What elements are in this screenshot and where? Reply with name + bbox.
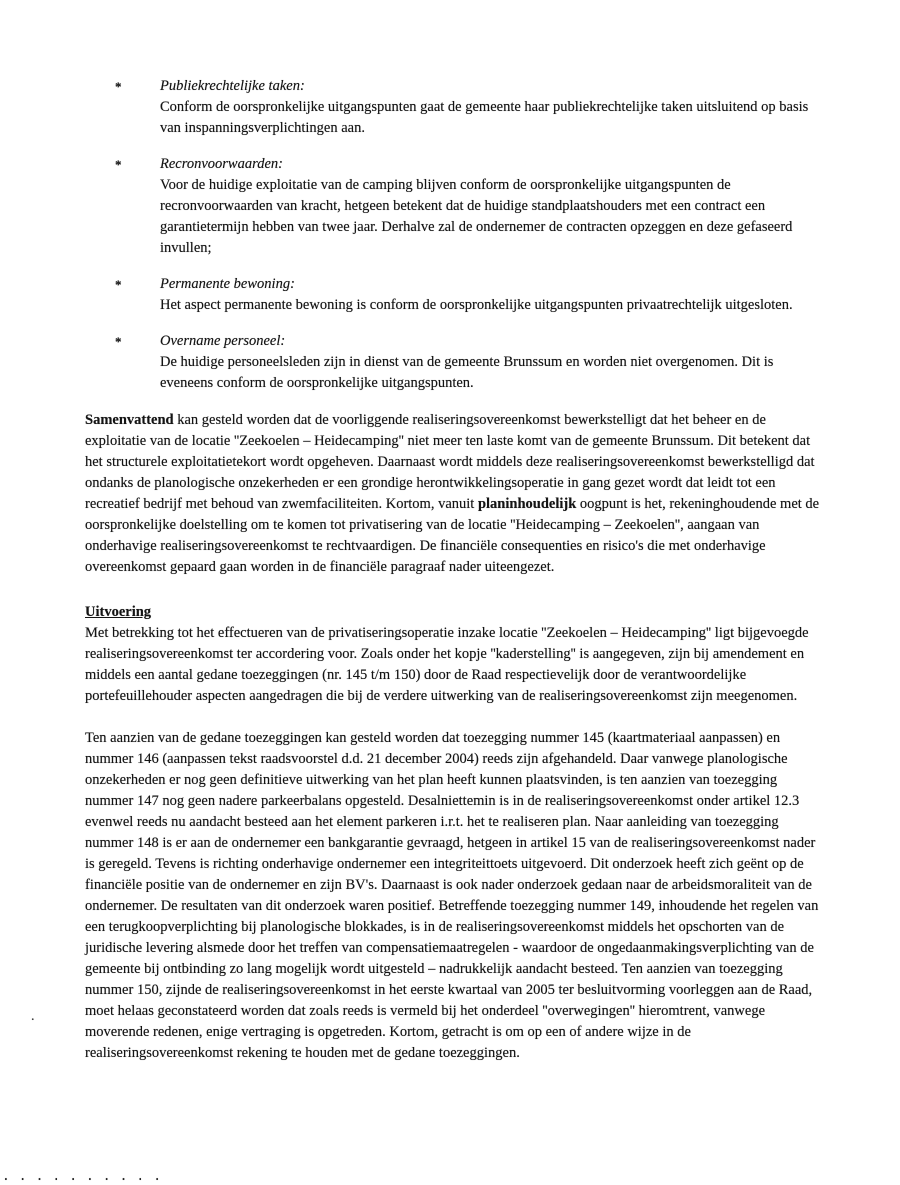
section-heading-uitvoering: Uitvoering — [85, 604, 152, 620]
asterisk-bullet-icon: * — [115, 157, 122, 172]
summary-lead-bold: Samenvattend — [85, 412, 174, 428]
execution-paragraph-1: Met betrekking tot het effectueren van de privatiseringsoperatie inzake locatie ''Zeekoelen – Heidecamping'' ligt bijgevoegde realiseringsovereenkomst ter accordering voor. Zoals onder het kopje ''kaderstelling'' is aangegeven, zijn bij amendement en middels een aantal gedane toezeggingen (nr. 145 t/m 150) door de Raad respectievelijk door de verantwoordelijke portefeuillehouder aspecten aangedragen die bij de verdere uitwerking van de realiseringsovereenkomst zijn meegenomen. — [85, 625, 809, 704]
summary-paragraph — [85, 410, 826, 578]
bullet-body: Voor de huidige exploitatie van de camping blijven conform de oorspronkelijke uitgangspunten de recronvoorwaarden van kracht, hetgeen betekent dat de huidige standplaatshouders met een contract een garantietermijn hebben van twee jaar. Derhalve zal de ondernemer de contracten opzeggen en deze gefaseerd invullen; — [160, 177, 793, 256]
bullet-title: Publiekrechtelijke taken: — [160, 78, 305, 94]
bullet-title: Overname personeel: — [160, 333, 286, 349]
bullet-title: Recronvoorwaarden: — [160, 156, 283, 172]
asterisk-bullet-icon: * — [115, 79, 122, 94]
bullet-item-publiekrechtelijke-taken — [85, 76, 826, 139]
scan-speck-artifact: . — [31, 1009, 35, 1024]
bullet-body: Het aspect permanente bewoning is conform de oorspronkelijke uitgangspunten privaatrechtelijk uitgesloten. — [160, 297, 793, 313]
bullet-title: Permanente bewoning: — [160, 276, 295, 292]
scan-dotted-line-artifact: .......... — [2, 1169, 171, 1184]
asterisk-bullet-icon: * — [115, 277, 122, 292]
summary-text-a: kan gesteld worden dat de voorliggende realiseringsovereenkomst bewerkstelligt dat het beheer en de exploitatie van de locatie ''Zeekoelen – Heidecamping'' niet meer ten laste komt van de gemeente Brunssum. Dit betekent dat het structurele exploitatietekort wordt opgeheven. Daarnaast wordt middels deze realiseringsovereenkomst bewerkstelligd dat ondanks de planologische onzekerheden er een grondige herontwikkelingsoperatie in gang gezet wordt dat leidt tot een recreatief bedrijf met behoud van zwemfaciliteiten. Kortom, vanuit — [85, 412, 815, 512]
summary-mid-bold: planinhoudelijk — [477, 496, 577, 512]
bullet-body: De huidige personeelsleden zijn in dienst van de gemeente Brunssum en worden niet overgenomen. Dit is eveneens conform de oorspronkelijke uitgangspunten. — [160, 354, 774, 391]
bullet-item-overname-personeel — [85, 331, 826, 394]
bullet-body: Conform de oorspronkelijke uitgangspunten gaat de gemeente haar publiekrechtelijke taken uitsluitend op basis van inspanningsverplichtingen aan. — [160, 99, 809, 136]
document-content — [85, 76, 826, 1064]
summary-text-b: oogpunt is het, rekeninghoudende met de oorspronkelijke doelstelling om te komen tot privatisering van de locatie ''Heidecamping – Zeekoelen'', aangaan van onderhavige realiseringsovereenkomst te rechtvaardigen. De financiële consequenties en risico's die met onderhavige overeenkomst gepaard gaan worden in de financiële paragraaf nader uiteengezet. — [85, 496, 820, 575]
execution-paragraph-2: Ten aanzien van de gedane toezeggingen kan gesteld worden dat toezegging nummer 145 (kaartmateriaal aanpassen) en nummer 146 (aanpassen tekst raadsvoorstel d.d. 21 december 2004) reeds zijn afgehandeld. Daar vanwege planologische onzekerheden er nog geen definitieve uitwerking van het plan heeft kunnen plaatsvinden, is ten aanzien van toezegging nummer 147 nog geen nadere parkeerbalans opgesteld. Desalniettemin is in de realiseringsovereenkomst onder artikel 12.3 evenwel reeds nu aandacht besteed aan het element parkeren i.r.t. het te realiseren plan. Naar aanleiding van toezegging nummer 148 is er aan de ondernemer een bankgarantie gevraagd, hetgeen in artikel 15 van de realiseringsovereenkomst nader is geregeld. Tevens is richting onderhavige ondernemer een integriteittoets uitgevoerd. Dit onderzoek heeft zich geënt op de financiële positie van de ondernemer en zijn BV's. Daarnaast is ook nader onderzoek gedaan naar de arbeidsmoraliteit van de ondernemer. De resultaten van dit onderzoek waren positief. Betreffende toezegging nummer 149, inhoudende het regelen van een terugkoopverplichting bij planologische blokkades, is in de realiseringsovereenkomst middels het opschorten van de juridische levering alsmede door het treffen van compensatiemaatregelen - waardoor de ongedaanmakingsverplichting van de gemeente bij ontbinding zo lang mogelijk wordt uitgesteld – nadrukkelijk aandacht besteed. Ten aanzien van toezegging nummer 150, zijnde de realiseringsovereenkomst in het eerste kwartaal van 2005 ter besluitvorming voorleggen aan de Raad, moet helaas geconstateerd worden dat zoals reeds is vermeld bij het onderdeel ''overwegingen'' hieromtrent, vanwege moverende redenen, enige vertraging is opgetreden. Kortom, getracht is om op een of andere wijze in de realiseringsovereenkomst rekening te houden met de gedane toezeggingen. — [85, 730, 819, 1061]
bullet-item-permanente-bewoning — [85, 274, 826, 316]
asterisk-bullet-icon: * — [115, 334, 122, 349]
bullet-item-recronvoorwaarden — [85, 154, 826, 259]
